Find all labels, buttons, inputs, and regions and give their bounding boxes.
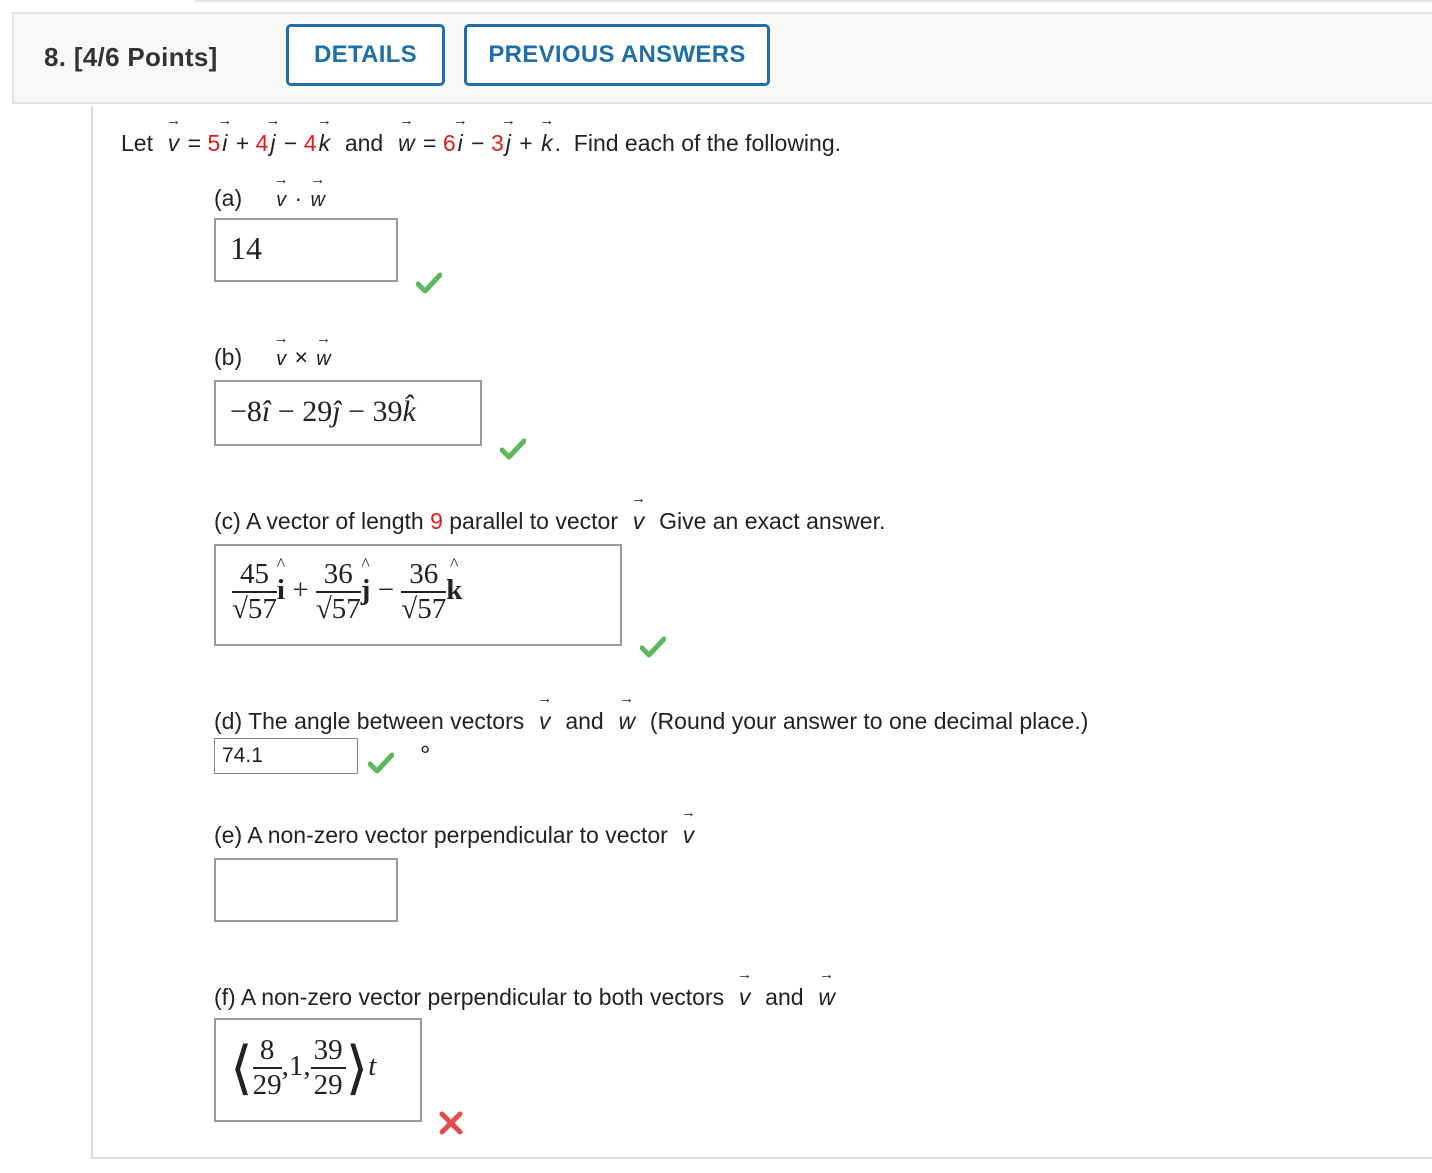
vector-v: → v (166, 130, 182, 157)
unit-vector-j: → j (268, 130, 277, 157)
left-divider (91, 106, 93, 1159)
answer-c-value: $\frac{45}{√57}$ ^ i + $\frac{36}{√57}$ ^ j − $\frac{36}{√57}$ ^ k (232, 558, 462, 627)
question-title (44, 42, 218, 73)
unit-vector-k: → k (317, 130, 333, 157)
answer-f-value: ⟨ $\frac{8}{29}$ ,1, $\frac{39}{29}$ ⟩t (230, 1034, 377, 1102)
part-f-label: (f) A non-zero vector perpendicular to both vectors → v and → w (214, 984, 837, 1011)
question-number: 8. (44, 42, 67, 72)
question-points: [4/6 Points] (73, 42, 218, 72)
vector-w: → w (396, 130, 417, 157)
answer-box-f[interactable] (214, 1018, 422, 1122)
problem-statement: Let → v = 5→ i + 4→ j − 4→ k and → w = 6→ i − 3→ j + → k. Find each of the following. (121, 130, 841, 157)
part-e-label: (e) A non-zero vector perpendicular to vector → v (214, 822, 696, 849)
correct-check-icon (416, 272, 442, 294)
bottom-divider (91, 1157, 1432, 1159)
part-b-label: (b) → v × → w (214, 344, 333, 371)
answer-a-value: 14 (230, 230, 262, 266)
correct-check-icon (368, 752, 394, 774)
previous-answers-button[interactable]: PREVIOUS ANSWERS (464, 24, 770, 86)
correct-check-icon (500, 438, 526, 460)
question-header (12, 12, 1432, 104)
correct-check-icon (640, 636, 666, 658)
answer-b-value: −8î − 29ĵ − 39k̂ (230, 395, 416, 428)
answer-box-b[interactable] (214, 380, 482, 446)
part-c-label: (c) A vector of length 9 parallel to vector → v Give an exact answer. (214, 508, 885, 535)
part-a-label: (a) → v · → w (214, 185, 327, 212)
answer-box-e[interactable] (214, 858, 398, 922)
answer-box-c[interactable] (214, 544, 622, 646)
answer-input-d[interactable]: 74.1 (214, 738, 358, 774)
incorrect-x-icon (438, 1110, 464, 1136)
top-divider (195, 0, 1432, 2)
part-d-label: (d) The angle between vectors → v and → w (Round your answer to one decimal place.) (214, 708, 1088, 735)
degree-unit: ° (420, 740, 431, 770)
unit-vector-i: → i (220, 130, 229, 157)
details-button[interactable]: DETAILS (286, 24, 445, 86)
answer-box-a[interactable] (214, 218, 398, 282)
